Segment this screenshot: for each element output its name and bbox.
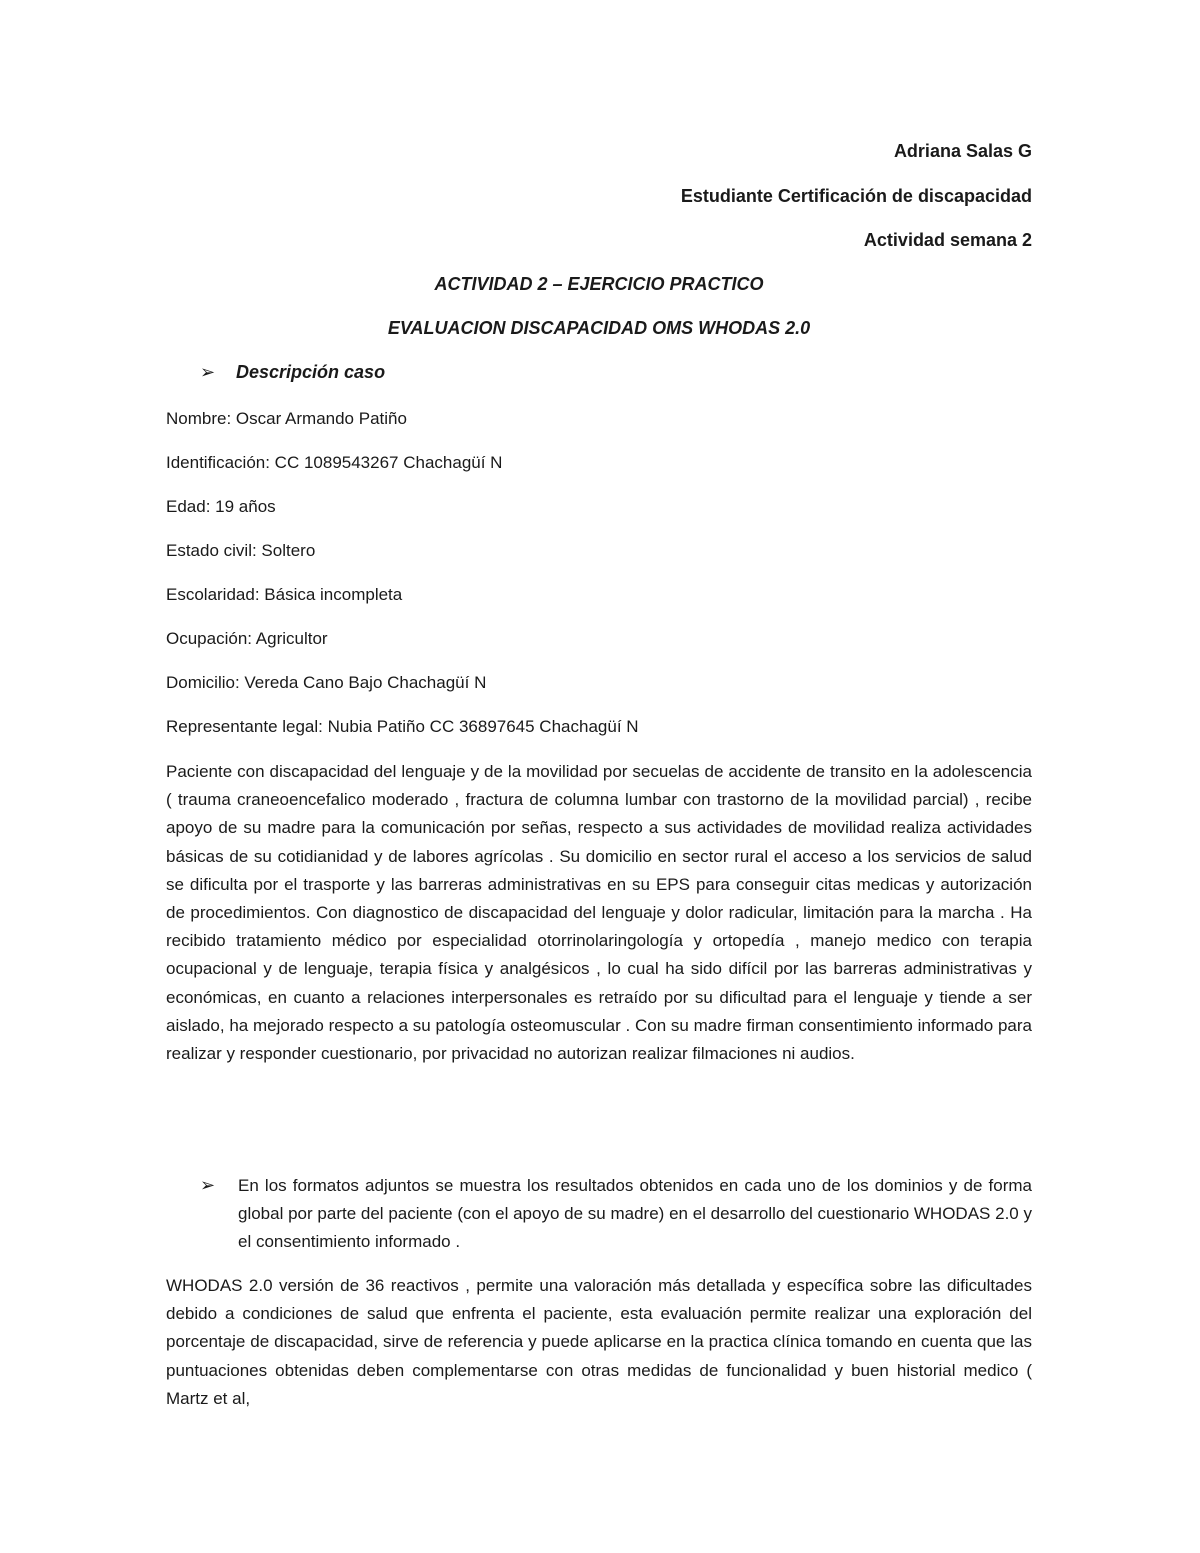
arrow-bullet-icon: ➢ <box>200 362 216 382</box>
case-heading-row <box>200 362 385 383</box>
whodas-description-paragraph: WHODAS 2.0 versión de 36 reactivos , permite una valoración más detallada y específica sobre las dificultades debido a condiciones de salud que enfrenta el paciente, esta evaluación permite realizar una exploración del porcentaje de discapacidad, sirve de referencia y puede aplicarse en la practica clínica tomando en cuenta que las puntuaciones obtenidas deben complementarse con otras medidas de funcionalidad y buen historial medico ( Martz et al, <box>166 1276 1032 1408</box>
field-occupation: Ocupación: Agricultor <box>166 629 328 648</box>
author-role: Estudiante Certificación de discapacidad <box>680 186 1032 206</box>
author-name: Adriana Salas G <box>893 141 1032 161</box>
arrow-bullet-icon: ➢ <box>200 1175 216 1195</box>
field-schooling: Escolaridad: Básica incompleta <box>166 585 403 604</box>
case-description-paragraph: Paciente con discapacidad del lenguaje y de la movilidad por secuelas de accidente de transito en la adolescencia ( trauma craneoencefalico moderado , fractura de columna lumbar con trastorno de la movilidad parcial) , recibe apoyo de su madre para la comunicación por señas, respecto a sus actividades de movilidad realiza actividades básicas de su cotidianidad y de labores agrícolas . Su domicilio en sector rural el acceso a los servicios de salud se dificulta por el trasporte y las barreras administrativas en su EPS para conseguir citas medicas y autorización de procedimientos. Con diagnostico de discapacidad del lenguaje y dolor radicular, limitación para la marcha . Ha recibido tratamiento médico por especialidad otorrinolaringología y ortopedía , manejo medico con terapia ocupacional y de lenguaje, terapia física y analgésicos , lo cual ha sido difícil por las barreras administrativas y económicas, en cuanto a relaciones interpersonales es retraído por su dificultad para el lenguaje y tiende a ser aislado, ha mejorado respecto a su patología osteomuscular . Con su madre firman consentimiento informado para realizar y responder cuestionario, por privacidad no autorizan realizar filmaciones ni audios. <box>166 762 1032 1064</box>
evaluation-title: EVALUACION DISCAPACIDAD OMS WHODAS 2.0 <box>387 318 811 338</box>
activity-title: ACTIVIDAD 2 – EJERCICIO PRACTICO <box>434 274 764 294</box>
field-name: Nombre: Oscar Armando Patiño <box>166 409 407 428</box>
field-address: Domicilio: Vereda Cano Bajo Chachagüí N <box>166 673 487 692</box>
formats-note-paragraph: En los formatos adjuntos se muestra los resultados obtenidos en cada uno de los dominios y de forma global por parte del paciente (con el apoyo de su madre) en el desarrollo del cuestionario WHODAS 2.0 y el consentimiento informado . <box>238 1176 1032 1252</box>
field-legal-rep: Representante legal: Nubia Patiño CC 36897645 Chachagüí N <box>166 717 639 736</box>
case-heading: Descripción caso <box>236 362 386 382</box>
field-civil-status: Estado civil: Soltero <box>166 541 316 560</box>
field-id: Identificación: CC 1089543267 Chachagüí N <box>166 453 503 472</box>
activity-week: Actividad semana 2 <box>863 230 1032 250</box>
field-age: Edad: 19 años <box>166 497 276 516</box>
